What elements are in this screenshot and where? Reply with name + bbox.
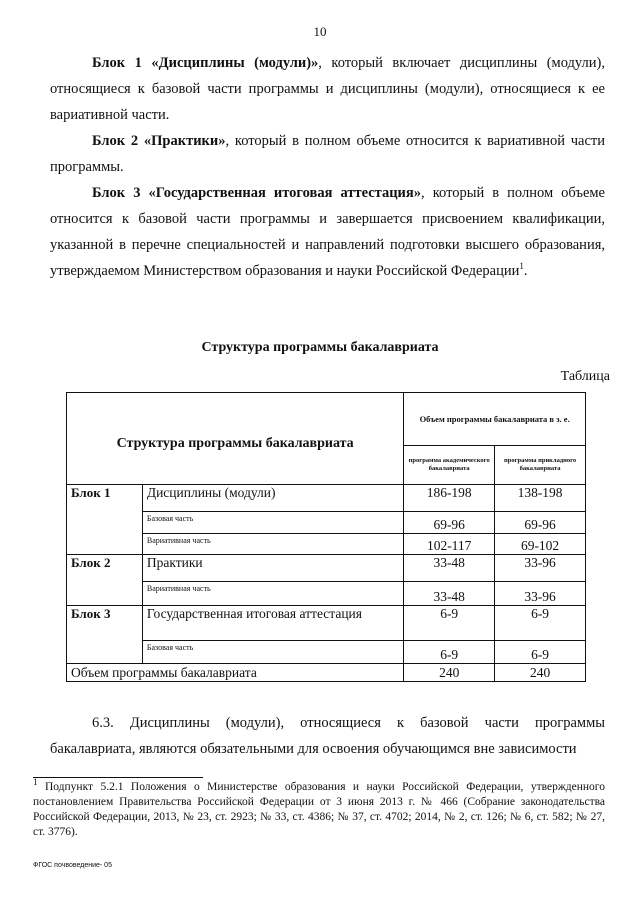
paragraph-block3: [50, 180, 605, 284]
row-name: Базовая часть: [142, 512, 403, 534]
table-caption: Таблица: [560, 369, 610, 384]
table-row: [67, 555, 586, 582]
applied-value: 33-96: [495, 555, 586, 582]
academic-value: 6-9: [404, 641, 495, 664]
academic-value: 33-48: [404, 582, 495, 606]
applied-value: 138-198: [495, 485, 586, 512]
footnote-divider: [33, 777, 203, 778]
academic-value: 33-48: [404, 555, 495, 582]
section-6-3-paragraph: [50, 710, 605, 762]
structure-table: [66, 392, 586, 682]
table-row: [67, 534, 586, 555]
section-title: Структура программы бакалавриата: [201, 340, 439, 355]
academic-value: 6-9: [404, 606, 495, 641]
page-footer: ФГОС почвоведение- 05: [33, 862, 112, 869]
row-name: Дисциплины (модули): [142, 485, 403, 512]
block2-text: , который в полном объеме относится к вариативной части программы.: [50, 133, 605, 175]
total-label: Объем программы бакалавриата: [67, 664, 404, 682]
table-row: [67, 512, 586, 534]
header-volume: Объем программы бакалавриата в з. е.: [404, 393, 586, 446]
table-header-row: [67, 393, 586, 446]
header-structure: Структура программы бакалавриата: [67, 393, 404, 485]
footnote-text: Подпункт 5.2.1 Положения о Министерстве образования и науки Российской Федерации, утвержденного постановлением Правительства Российской Федерации от 3 июня 2013 г. № 466 (Собрание законодательства Российской Федерации, 2013, № 23, ст. 2923; № 33, ст. 4386; № 37, ст. 4702; 2014, № 2, ст. 126; № 6, ст. 582; № 27, ст. 3776).: [33, 781, 605, 838]
footnote: [33, 777, 605, 840]
academic-value: 69-96: [404, 512, 495, 534]
row-name: Государственная итоговая аттестация: [142, 606, 403, 641]
table-row: [67, 485, 586, 512]
footnote-mark: 1: [519, 261, 524, 272]
block-cell: Блок 3: [67, 606, 143, 664]
table-total-row: [67, 664, 586, 682]
table-row: [67, 606, 586, 641]
total-applied: 240: [495, 664, 586, 682]
academic-value: 102-117: [404, 534, 495, 555]
block1-text: , который включает дисциплины (модули), относящиеся к базовой части программы и дисциплины (модули), относящиеся к ее вариативной части.: [50, 55, 605, 123]
block-cell: Блок 1: [67, 485, 143, 555]
academic-value: 186-198: [404, 485, 495, 512]
header-academic: программа академического бакалавриата: [404, 446, 495, 485]
block3-text: , который в полном объеме относится к базовой части программы и завершается присвоением квалификации, указанной в перечне специальностей и направлений подготовки высшего образования, утверждаемом Министерством образования и науки Российской Федерации: [50, 185, 605, 279]
footnote-number: 1: [33, 777, 38, 788]
table-row: [67, 582, 586, 606]
total-academic: 240: [404, 664, 495, 682]
applied-value: 69-96: [495, 512, 586, 534]
applied-value: 69-102: [495, 534, 586, 555]
paragraph-block1: [50, 50, 605, 128]
applied-value: 33-96: [495, 582, 586, 606]
applied-value: 6-9: [495, 606, 586, 641]
block3-heading: Блок 3 «Государственная итоговая аттестация»: [92, 185, 422, 201]
row-name: Базовая часть: [142, 641, 403, 664]
block1-heading: Блок 1 «Дисциплины (модули)»: [92, 55, 319, 71]
paragraph-6-3: 6.3. Дисциплины (модули), относящиеся к базовой части программы бакалавриата, являются обязательными для освоения обучающимся вне зависимости: [50, 715, 605, 757]
row-name: Вариативная часть: [142, 534, 403, 555]
intro-paragraphs: [50, 50, 605, 284]
row-name: Практики: [142, 555, 403, 582]
block2-heading: Блок 2 «Практики»: [92, 133, 226, 149]
applied-value: 6-9: [495, 641, 586, 664]
page-number: 10: [313, 24, 327, 39]
row-name: Вариативная часть: [142, 582, 403, 606]
paragraph-block2: [50, 128, 605, 180]
block3-end: .: [523, 263, 528, 279]
table-row: [67, 641, 586, 664]
block-cell: Блок 2: [67, 555, 143, 606]
header-applied: программа прикладного бакалавриата: [495, 446, 586, 485]
